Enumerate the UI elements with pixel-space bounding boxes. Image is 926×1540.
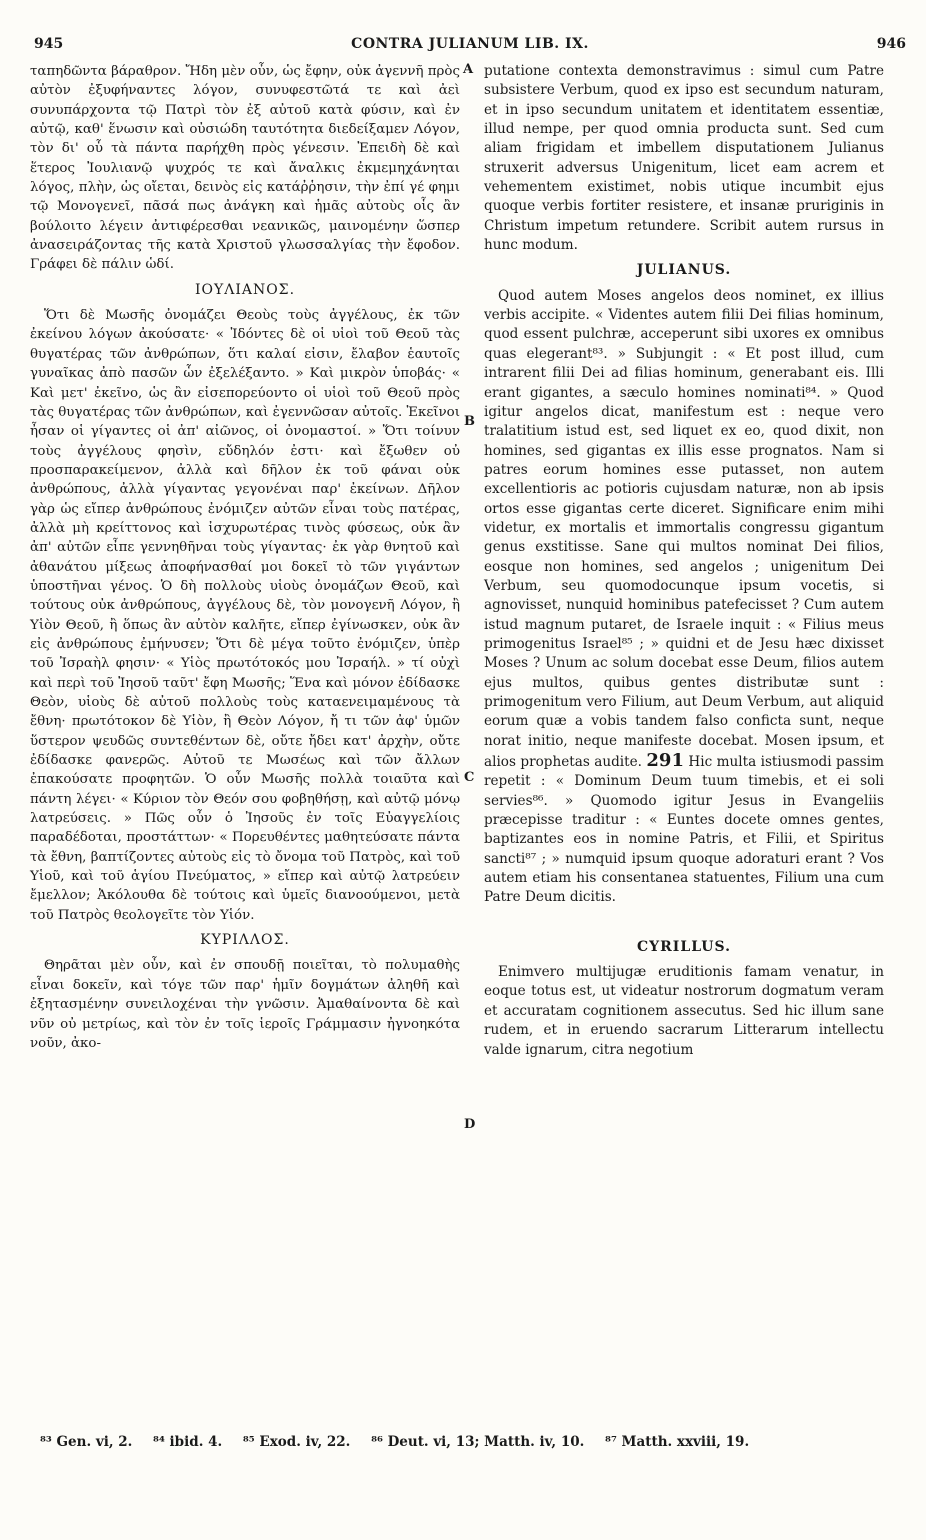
footnote-83: ⁸³ Gen. vi, 2. [40, 1434, 133, 1450]
page-marker: 291 [646, 750, 684, 772]
footnote-84: ⁸⁴ ibid. 4. [153, 1434, 223, 1450]
running-header [34, 36, 906, 56]
latin-julian-paragraph [484, 287, 884, 908]
page-number-right: 946 [876, 36, 906, 52]
latin-intro-paragraph: putatione contexta demonstravimus : simul cum Patre subsistere Verbum, quod ex ipso est secundum naturam, et in ipso secundum unitatem et identitatem essentiæ, illud nempe, per quod omnia producta sunt. Sed cum aliam frigidam et imbellem disputationem Julianus struxerit adversus Unigenitum, licet eam acrem et vehementem existimet, nobis utique incumbit ejus quoque verbis fortiter resistere, et insanæ pruriginis in Christum impetum retundere. Scribit autem rursus in hunc modum. [484, 63, 884, 254]
margin-letter-b: B [464, 414, 475, 429]
greek-heading-cyril: ΚΥΡΙΛΛΟΣ. [200, 932, 290, 949]
greek-column [30, 62, 460, 1053]
latin-heading-cyril: CYRILLUS. [637, 938, 731, 955]
footnotes [40, 1434, 900, 1450]
footnote-85: ⁸⁵ Exod. iv, 22. [242, 1434, 351, 1450]
margin-letter-a: A [463, 62, 474, 77]
margin-letter-c: C [464, 770, 475, 785]
margin-letter-d: D [464, 1117, 476, 1132]
footnote-87: ⁸⁷ Matth. xxviii, 19. [605, 1434, 750, 1450]
greek-intro-paragraph: ταπηδῶντα βάραθρον. Ἤδη μὲν οὖν, ὡς ἔφην, οὐκ ἀγεννῆ πρὸς αὐτὸν ἐξυφήναντες λόγον, συνυφεστῶτά τε καὶ ἀεὶ συνυπάρχοντα τῷ Πατρὶ τὸν ἐξ αὐτοῦ κατὰ φύσιν, καὶ ἐν αὐτῷ, καθ' ἕνωσιν καὶ οὐσιώδη ταυτότητα διεδείξαμεν Λόγον, τὸν δι' οὗ τὰ πάντα παρήχθη πρὸς γένεσιν. Ἐπειδὴ δὲ καὶ ἕτερος Ἰουλιανῷ ψυχρός τε καὶ ἄναλκις ἐκμεμηχάνηται λόγος, πλὴν, ὡς οἴεται, δεινὸς εἰς κατάῤῥησιν, τὴν ἐπί γέ φημι τῷ Μονογενεῖ, πᾶσά πως ἀνάγκη καὶ ἡμᾶς αὐτοὺς οἷς ἂν βούλοιτο λέγειν ἀντιφέρεσθαι νεανικῶς, μαινομένην ὥσπερ ἀνασειράζοντας τῆς κατὰ Χριστοῦ γλωσσαλγίας τὴν ἔφοδον. Γράφει δὲ πάλιν ὡδί. [30, 64, 460, 273]
greek-cyril-paragraph: Θηρᾶται μὲν οὖν, καὶ ἐν σπουδῇ ποιεῖται, τὸ πολυμαθὴς εἶναι δοκεῖν, καὶ τόγε τῶν παρ' ἡμῖν δογμάτων ἀληθῆ καὶ ἐξητασμένην συνειλοχέναι τὴν γνῶσιν. Ἀμαθαίνοντα δὲ καὶ νῦν οὐ μετρίως, καὶ τὸν ἐν τοῖς ἱεροῖς Γράμμασιν ἠγνοηκότα νοῦν, ἀκο- [30, 958, 460, 1051]
latin-column [484, 62, 884, 1060]
greek-julian-paragraph: Ὅτι δὲ Μωσῆς ὀνομάζει Θεοὺς τοὺς ἀγγέλους, ἐκ τῶν ἐκείνου λόγων ἀκούσατε· « Ἰδόντες δὲ οἱ υἱοὶ τοῦ Θεοῦ τὰς θυγατέρας τῶν ἀνθρώπων, ὅτι καλαί εἰσιν, ἔλαβον ἑαυτοῖς γυναῖκας ἀπὸ πασῶν ὧν ἐξελέξαντο. » Καὶ μικρὸν ὑποβάς· « Καὶ μετ' ἐκεῖνο, ὡς ἂν εἰσεπορεύοντο οἱ υἱοὶ τοῦ Θεοῦ πρὸς τὰς θυγατέρας τῶν ἀνθρώπων, καὶ ἐγεννῶσαν αὐτοῖς. Ἐκεῖνοι ἦσαν οἱ γίγαντες οἱ ἀπ' αἰῶνος, οἱ ὀνομαστοί. » Ὅτι τοίνυν τοὺς ἀγγέλους φησὶν, εὔδηλόν ἐστι· καὶ ἔξωθεν οὐ προσπαρακείμενον, ἀλλὰ καὶ δῆλον ἐκ τοῦ φάναι οὐκ ἀνθρώπους, ἀλλὰ γίγαντας γεγονέναι παρ' ἐκείνων. Δῆλον γὰρ ὡς εἴπερ ἀνθρώπους ἐνόμιζεν αὐτῶν εἶναι τοὺς πατέρας, ἀλλὰ μὴ κρείττονος καὶ ἰσχυρωτέρας τινὸς φύσεως, οὐκ ἂν ἀπ' αὐτῶν εἶπε γεννηθῆναι τοὺς γίγαντας· ἐκ γὰρ θνητοῦ καὶ ἀθανάτου μίξεως ἀποφήνασθαί μοι δοκεῖ τὸ τῶν γιγάντων ὑποστῆναι γένος. Ὁ δὴ πολλοὺς υἱοὺς ὀνομάζων Θεοῦ, καὶ τούτους οὐκ ἀνθρώπους, ἀγγέλους δὲ, τὸν μονογενῆ Λόγον, ἢ Υἱὸν Θεοῦ, ἢ ὅπως ἂν αὐτὸν καλῆτε, εἴπερ ἐγίνωσκεν, οὐκ ἂν εἰς ἀνθρώπους ἐμήνυσεν; Ὅτι δὲ μέγα τοῦτο ἐνόμιζεν, ὑπὲρ τοῦ Ἰσραὴλ φησιν· « Υἱὸς πρωτότοκός μου Ἰσραήλ. » τί οὐχὶ καὶ περὶ τοῦ Ἰησοῦ ταῦτ' ἔφη Μωσῆς; Ἕνα καὶ μόνον ἐδίδασκε Θεὸν, υἱοὺς δὲ αὐτοῦ πολλοὺς τοὺς καταενειμαμένους τὰ ἔθνη· πρωτότοκον δὲ Υἱὸν, ἢ Θεὸν Λόγον, ἤ τι τῶν ἀφ' ὑμῶν ὕστερον ψευδῶς συντεθέντων δὲ, οὔτε ἤδει κατ' ἀρχὴν, οὔτε ἐδίδασκε φανερῶς. Αὐτοῦ τε Μωσέως καὶ τῶν ἄλλων ἐπακούσατε προφητῶν. Ὁ οὖν Μωσῆς πολλὰ τοιαῦτα καὶ πάντη λέγει· « Κύριον τὸν Θεόν σου φοβηθήσῃ, καὶ αὐτῷ μόνῳ λατρεύσεις. » Πῶς οὖν ὁ Ἰησοῦς ἐν τοῖς Εὐαγγελίοις παραδέδοται, προστάττων· « Πορευθέντες μαθητεύσατε πάντα τὰ ἔθνη, βαπτίζοντες αὐτοὺς εἰς τὸ ὄνομα τοῦ Πατρὸς, καὶ τοῦ Υἱοῦ, καὶ τοῦ ἁγίου Πνεύματος, » εἴπερ καὶ αὐτῷ λατρεύειν ἔμελλον; Ἀκόλουθα δὲ τούτοις καὶ ὑμεῖς διανοούμενοι, μετὰ τοῦ Πατρὸς θεολογεῖτε τὸν Υἱόν. [30, 308, 460, 923]
latin-heading-julian: JULIANUS. [636, 262, 732, 279]
footnote-86: ⁸⁶ Deut. vi, 13; Matth. iv, 10. [371, 1434, 585, 1450]
latin-julian-continuation: Hic multa istiusmodi passim repetit : « Dominum Deum tuum timebis, et ei soli servies⁸⁶. » Quomodo igitur Jesus in Evangeliis præcepisse traditur : « Euntes docete omnes gentes, baptizantes eos in nomine Patris, et Filii, et Spiritus sancti⁸⁷ ; » numquid ipsum quoque adoraturi erant ? Vos autem etiam his consentanea statuentes, Filium una cum Patre Deum dicitis. [484, 754, 884, 906]
latin-cyril-paragraph: Enimvero multijugæ eruditionis famam venatur, in eoque totus est, ut videatur nostrorum dogmatum veram et accuratam cognitionem assecutus. Sed hic illum sane rudem, et in eruendo sacrarum Litterarum intellectu valde ignarum, citra negotium [484, 964, 884, 1058]
greek-heading-julian: ΙΟΥΛΙΑΝΟΣ. [194, 281, 296, 298]
page-number-left: 945 [34, 36, 64, 52]
running-title: CONTRA JULIANUM LIB. IX. [351, 36, 589, 52]
latin-julian-text: Quod autem Moses angelos deos nominet, ex illius verbis accipite. « Videntes autem filii Dei filias hominum, quod essent pulchræ, acceperunt sibi uxores ex omnibus quas elegerant⁸³. » Subjungit : « Et post illud, cum intrarent filii Dei ad filias hominum, generabant eis. Illi erant gigantes, a sæculo homines nominati⁸⁴. » Quod igitur angelos dicat, manifestum est : neque vero tralatitium istud est, sed liquet ex eo, quod dixit, non homines, sed gigantas ex illis esse prognatos. Nam si patres eorum homines esse putasset, non autem excellentioris ac potioris cujusdam naturæ, non ab ipsis ortos esse gigantas certe diceret. Significare enim mihi videtur, ex mortalis et immortalis congressu gigantum genus exstitisse. Sane qui multos nominat Dei filios, eosque non homines, sed angelos ; unigenitum Dei Verbum, seu quomodocunque ipsum vocetis, si agnovisset, nunquid hominibus patefecisset ? Cum autem istud magnum putaret, de Israele inquit : « Filius meus primogenitus Israel⁸⁵ ; » quidni et de Jesu hæc dixisset Moses ? Unum ac solum docebat esse Deum, filios autem ejus multos, quibus gentes distributæ sunt : primogenitum vero Filium, aut Deum Verbum, aut aliquid eorum quæ a vobis tandem falso conficta sunt, neque norat initio, neque manifeste docebat. Mosen ipsum, et alios prophetas audite. [484, 287, 884, 771]
